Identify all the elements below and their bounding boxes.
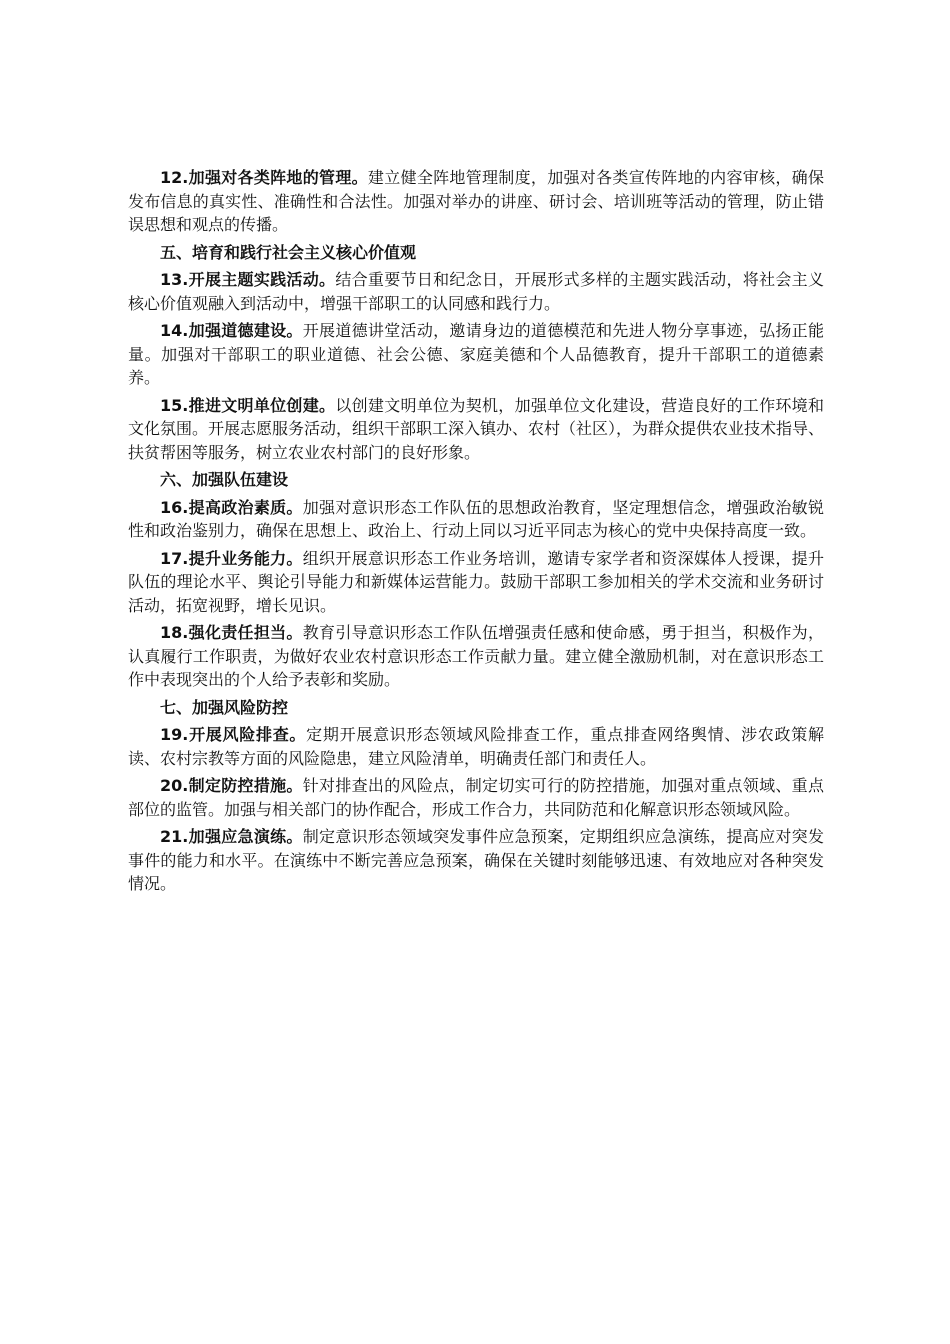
paragraph-15	[128, 394, 824, 465]
paragraph-lead: 13.开展主题实践活动。	[160, 270, 336, 289]
paragraph-lead: 14.加强道德建设。	[160, 321, 303, 340]
paragraph-text: 组织开展意识形态工作业务培训，邀请专家学者和资深媒体人授课，提升队伍的理论水平、舆论引导能力和新媒体运营能力。鼓励干部职工参加相关的学术交流和业务研讨活动，拓宽视野，增长见识。	[128, 548, 824, 615]
paragraph-21	[128, 825, 824, 896]
paragraph-13	[128, 268, 824, 315]
paragraph-20	[128, 774, 824, 821]
paragraph-text: 制定意识形态领域突发事件应急预案，定期组织应急演练，提高应对突发事件的能力和水平。在演练中不断完善应急预案，确保在关键时刻能够迅速、有效地应对各种突发情况。	[128, 827, 824, 893]
paragraph-17	[128, 547, 824, 618]
paragraph-text: 开展道德讲堂活动，邀请身边的道德模范和先进人物分享事迹，弘扬正能量。加强对干部职工的职业道德、社会公德、家庭美德和个人品德教育，提升干部职工的道德素养。	[128, 321, 824, 387]
paragraph-lead: 21.加强应急演练。	[160, 827, 303, 846]
paragraph-lead: 12.加强对各类阵地的管理。	[160, 168, 368, 187]
paragraph-text: 针对排查出的风险点，制定切实可行的防控措施，加强对重点领域、重点部位的监管。加强与相关部门的协作配合，形成工作合力，共同防范和化解意识形态领域风险。	[128, 776, 824, 819]
paragraph-lead: 16.提高政治素质。	[160, 497, 303, 517]
paragraph-text: 以创建文明单位为契机，加强单位文化建设，营造良好的工作环境和文化氛围。开展志愿服务活动，组织干部职工深入镇办、农村（社区），为群众提供农业技术指导、扶贫帮困等服务，树立农业农村部门的良好形象。	[128, 395, 825, 462]
paragraph-16	[128, 496, 824, 543]
section-heading-7: 七、加强风险防控	[160, 697, 289, 717]
paragraph-18	[128, 621, 824, 692]
paragraph-lead: 20.制定防控措施。	[160, 776, 303, 795]
section-heading-5: 五、培育和践行社会主义核心价值观	[160, 242, 417, 262]
paragraph-text: 定期开展意识形态领域风险排查工作，重点排查网络舆情、涉农政策解读、农村宗教等方面的风险隐患，建立风险清单，明确责任部门和责任人。	[128, 725, 824, 768]
paragraph-lead: 17.提升业务能力。	[160, 548, 303, 568]
paragraph-14	[128, 319, 824, 390]
paragraph-lead: 18.强化责任担当。	[160, 623, 303, 642]
paragraph-12	[128, 166, 824, 237]
paragraph-text: 结合重要节日和纪念日，开展形式多样的主题实践活动，将社会主义核心价值观融入到活动中，增强干部职工的认同感和践行力。	[128, 270, 824, 313]
paragraph-text: 加强对意识形态工作队伍的思想政治教育，坚定理想信念，增强政治敏锐性和政治鉴别力，确保在思想上、政治上、行动上同以习近平同志为核心的党中央保持高度一致。	[128, 497, 824, 540]
paragraph-text: 建立健全阵地管理制度，加强对各类宣传阵地的内容审核，确保发布信息的真实性、准确性和合法性。加强对举办的讲座、研讨会、培训班等活动的管理，防止错误思想和观点的传播。	[128, 168, 824, 234]
paragraph-lead: 19.开展风险排查。	[160, 725, 307, 744]
paragraph-19	[128, 723, 824, 770]
paragraph-text: 教育引导意识形态工作队伍增强责任感和使命感，勇于担当，积极作为，认真履行工作职责，为做好农业农村意识形态工作贡献力量。建立健全激励机制，对在意识形态工作中表现突出的个人给予表彰和奖励。	[128, 623, 824, 689]
section-heading-6: 六、加强队伍建设	[160, 470, 289, 489]
paragraph-lead: 15.推进文明单位创建。	[160, 395, 336, 415]
document-body	[128, 166, 824, 900]
